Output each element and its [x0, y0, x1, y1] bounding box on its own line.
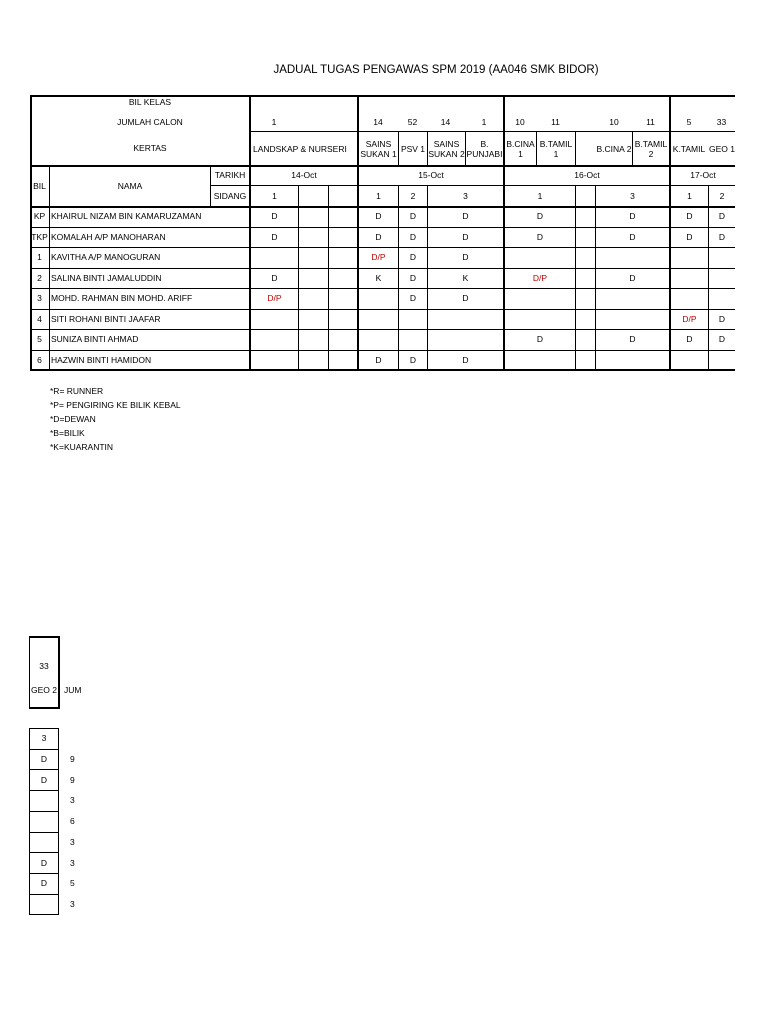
- sidang-value: 1: [376, 190, 381, 201]
- jumlah-calon-value: 52: [407, 117, 418, 127]
- legend-item: *D=DEWAN: [50, 414, 96, 424]
- kertas-value: SAINS SUKAN 2: [428, 139, 465, 159]
- row-nama: SITI ROHANI BINTI JAAFAR: [51, 313, 161, 324]
- duty-cell: D/P: [682, 313, 697, 324]
- row-nama: KHAIRUL NIZAM BIN KAMARUZAMAN: [51, 211, 202, 222]
- duty-cell: D: [409, 211, 417, 222]
- duty-cell: D: [718, 231, 726, 242]
- kertas-value: GEO 1: [709, 144, 735, 154]
- legend-item: *B=BILIK: [50, 428, 85, 438]
- row-nama: SUNIZA BINTI AHMAD: [51, 334, 139, 345]
- page2-jum: 3: [70, 898, 75, 909]
- duty-cell: D: [462, 231, 469, 242]
- row-bil: 2: [37, 272, 42, 283]
- sidang-value: 3: [630, 190, 635, 201]
- jumlah-calon-value: 33: [716, 117, 727, 127]
- row-nama: HAZWIN BINTI HAMIDON: [51, 354, 152, 365]
- duty-cell: D/P: [267, 293, 282, 304]
- page2-kertas: GEO 2: [31, 685, 57, 695]
- duty-cell: K: [462, 272, 469, 283]
- duty-cell: D: [271, 231, 278, 242]
- page-title: JADUAL TUGAS PENGAWAS SPM 2019 (AA046 SMK BIDOR): [273, 64, 599, 76]
- row-nama: KOMALAH A/P MANOHARAN: [51, 231, 166, 242]
- legend-item: *P= PENGIRING KE BILIK KEBAL: [50, 400, 181, 410]
- sidang-value: 1: [272, 190, 277, 201]
- jumlah-calon-value: 1: [271, 117, 277, 127]
- sidang-value: 1: [687, 190, 692, 201]
- grid-line: [29, 790, 59, 791]
- grid-line: [29, 832, 59, 833]
- row-bil: 3: [37, 293, 42, 304]
- page2-cell: D: [40, 774, 48, 785]
- page2-jum: 9: [70, 754, 75, 765]
- duty-cell: D: [629, 272, 636, 283]
- duty-cell: D: [536, 334, 544, 345]
- sidang-value: 2: [719, 190, 725, 201]
- duty-cell: D: [271, 211, 278, 222]
- tarikh-value: 17-Oct: [690, 170, 716, 180]
- row-bil: 1: [37, 252, 42, 263]
- kertas-value: B.CINA 2: [596, 144, 632, 154]
- bil-label: BIL: [33, 180, 46, 191]
- kertas-value: PSV 1: [400, 144, 426, 154]
- page2-calon: 33: [39, 661, 49, 671]
- grid-line: [298, 185, 299, 370]
- duty-cell: D: [462, 293, 469, 304]
- duty-cell: D: [686, 211, 693, 222]
- duty-cell: D: [686, 231, 693, 242]
- tarikh-value: 14-Oct: [291, 170, 317, 180]
- jumlah-calon-value: 11: [646, 117, 655, 127]
- sidang-value: 3: [463, 190, 468, 201]
- page2-cell: D: [40, 754, 48, 765]
- legend-item: *K=KUARANTIN: [50, 442, 114, 452]
- jumlah-calon-value: 14: [373, 117, 383, 127]
- page2-jum: 3: [70, 795, 75, 806]
- jumlah-calon-label: JUMLAH CALON: [117, 117, 183, 127]
- grid-line: [575, 131, 576, 165]
- tarikh-label: TARIKH: [214, 170, 246, 180]
- duty-cell: D: [718, 313, 726, 324]
- row-bil: KP: [33, 211, 46, 222]
- grid-line: [249, 131, 735, 132]
- duty-cell: D: [409, 293, 417, 304]
- jumlah-calon-value: 1: [481, 117, 487, 127]
- page2-jum: 6: [70, 816, 75, 827]
- page2-cell: D: [40, 857, 48, 868]
- duty-cell: D: [629, 211, 636, 222]
- duty-cell: D: [462, 252, 469, 263]
- duty-cell: D: [375, 354, 382, 365]
- grid-line: [29, 636, 30, 709]
- duty-cell: D/P: [371, 252, 386, 263]
- grid-line: [29, 707, 60, 709]
- duty-cell: D: [536, 231, 544, 242]
- legend: [50, 384, 181, 454]
- kertas-value: B.CINA 1: [506, 139, 535, 159]
- page2-jum-label: JUM: [64, 685, 82, 695]
- sidang-label: SIDANG: [213, 190, 247, 201]
- duty-cell: D: [462, 211, 469, 222]
- grid-line: [575, 185, 576, 370]
- kertas-value: SAINS SUKAN 1: [360, 139, 397, 159]
- duty-cell: D: [718, 211, 726, 222]
- jumlah-calon-value: 14: [440, 117, 451, 127]
- page2-sidang: 3: [41, 733, 47, 744]
- kertas-value: B.TAMIL 2: [634, 139, 668, 159]
- page2-jum: 5: [70, 878, 75, 889]
- duty-cell: D: [629, 231, 636, 242]
- duty-cell: D: [375, 231, 382, 242]
- kertas-value: K.TAMIL: [672, 144, 706, 154]
- grid-line: [328, 185, 329, 370]
- sidang-value: 2: [410, 190, 416, 201]
- grid-line: [29, 894, 59, 895]
- duty-cell: D: [536, 211, 544, 222]
- page2-jum: 9: [70, 774, 75, 785]
- kertas-value: LANDSKAP & NURSERI: [253, 144, 347, 154]
- page2-cell: D: [40, 878, 48, 889]
- duty-cell: D: [409, 231, 417, 242]
- row-nama: MOHD. RAHMAN BIN MOHD. ARIFF: [51, 293, 193, 304]
- duty-cell: D: [686, 334, 693, 345]
- row-bil: TKP: [31, 231, 48, 242]
- tarikh-value: 15-Oct: [418, 170, 444, 180]
- grid-line: [29, 914, 59, 915]
- jumlah-calon-value: 10: [515, 117, 525, 127]
- kertas-label: KERTAS: [133, 143, 167, 153]
- duty-cell: D: [409, 272, 417, 283]
- row-bil: 5: [37, 334, 42, 345]
- row-nama: KAVITHA A/P MANOGURAN: [51, 252, 161, 263]
- grid-line: [29, 636, 59, 638]
- grid-line: [58, 636, 60, 709]
- grid-line: [29, 811, 59, 812]
- duty-cell: D: [409, 354, 417, 365]
- jumlah-calon-value: 11: [551, 117, 560, 127]
- duty-cell: K: [375, 272, 382, 283]
- page2-jum: 3: [70, 836, 75, 847]
- duty-cell: D/P: [532, 272, 548, 283]
- duty-cell: D: [718, 334, 726, 345]
- nama-label: NAMA: [117, 180, 143, 191]
- legend-item: *R= RUNNER: [50, 386, 104, 396]
- row-bil: 6: [37, 354, 42, 365]
- grid-line: [58, 728, 59, 914]
- jumlah-calon-value: 10: [609, 117, 619, 127]
- bil-kelas-label: BIL KELAS: [128, 97, 172, 107]
- kertas-value: B.TAMIL 1: [539, 139, 573, 159]
- duty-cell: D: [409, 252, 417, 263]
- jumlah-calon-value: 5: [686, 117, 692, 127]
- kertas-value: B. PUNJABI: [466, 139, 503, 159]
- duty-cell: D: [462, 354, 469, 365]
- duty-cell: D: [271, 272, 278, 283]
- page2-jum: 3: [70, 857, 75, 868]
- row-bil: 4: [37, 313, 42, 324]
- duty-cell: D: [375, 211, 382, 222]
- sidang-value: 1: [537, 190, 543, 201]
- tarikh-value: 16-Oct: [574, 170, 600, 180]
- duty-cell: D: [629, 334, 636, 345]
- row-nama: SALINA BINTI JAMALUDDIN: [51, 272, 162, 283]
